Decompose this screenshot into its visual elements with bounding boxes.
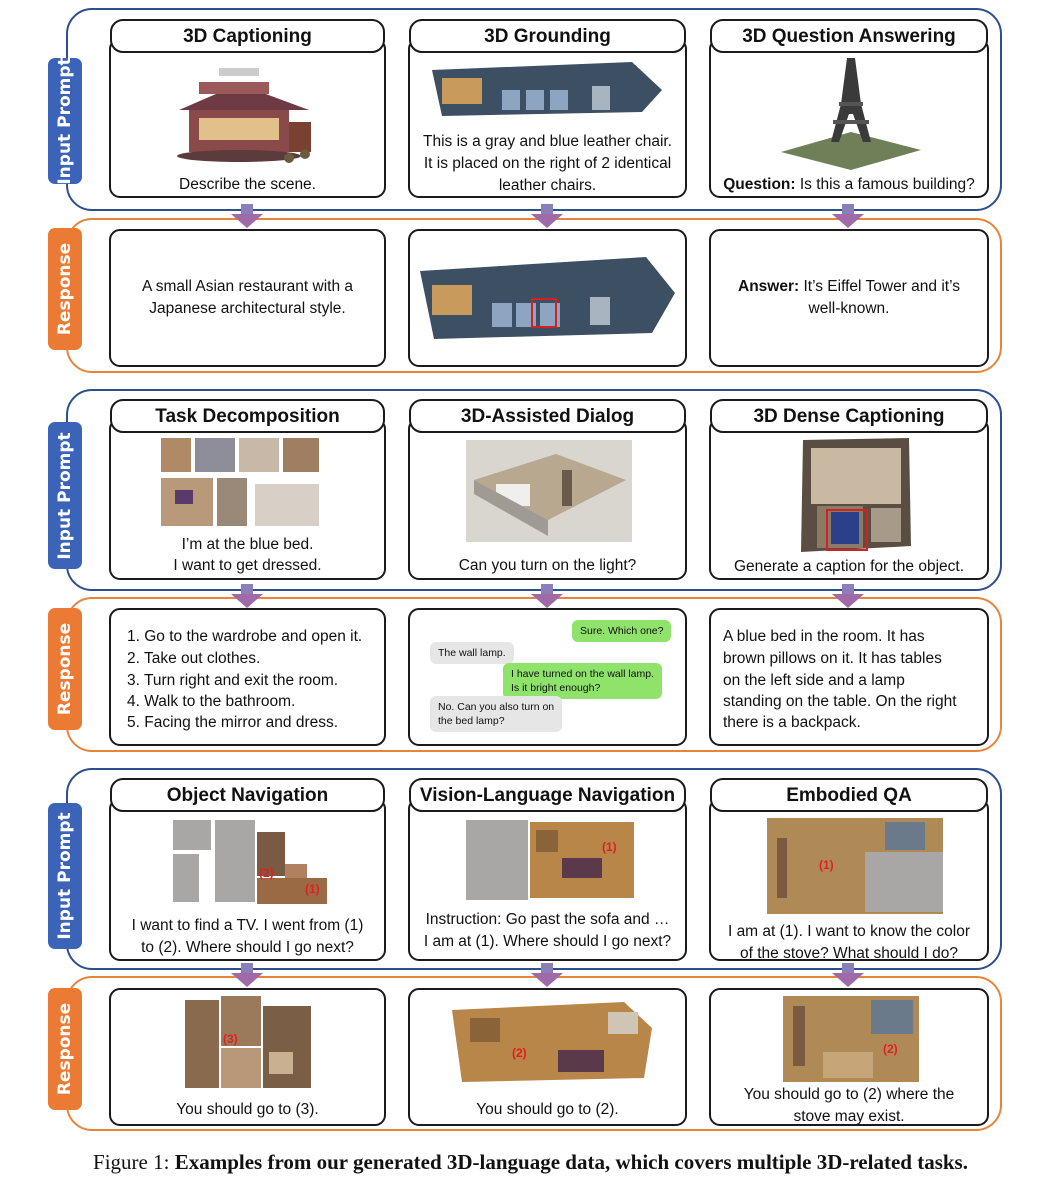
captioning-response: A small Asian restaurant with a Japanese architectural style. xyxy=(141,278,354,317)
task-response-card xyxy=(109,608,386,746)
chat-bubble-agent xyxy=(503,663,662,699)
dense-response-line2: brown pillows on it. It has tables xyxy=(723,650,942,667)
task-step: 2. Take out clothes. xyxy=(127,650,261,667)
input-prompt-label: Input Prompt xyxy=(55,57,75,185)
captioning-title: 3D Captioning xyxy=(110,19,385,53)
task-step: 1. Go to the wardrobe and open it. xyxy=(127,628,363,645)
figure-caption xyxy=(0,1150,1061,1175)
input-prompt-label: Input Prompt xyxy=(55,431,75,560)
captioning-prompt: Describe the scene. xyxy=(179,176,316,193)
eqa-prompt-line1: I am at (1). I want to know the color xyxy=(727,923,971,940)
task-prompt-card xyxy=(109,418,386,580)
eqa-result-map-image xyxy=(783,996,919,1082)
chat-line: I have turned on the wall lamp. xyxy=(511,668,655,680)
chat-bubble-agent: Sure. Which one? xyxy=(572,620,671,642)
grounding-response-card xyxy=(408,229,687,367)
dialog-title: 3D-Assisted Dialog xyxy=(409,399,686,433)
apartment-render-image xyxy=(466,440,632,542)
vln-result-map-image xyxy=(448,998,654,1088)
objnav-title: Object Navigation xyxy=(110,778,385,812)
vln-prompt-card xyxy=(408,798,687,961)
qa-question xyxy=(711,174,987,196)
chat-line: No. Can you also turn on xyxy=(438,701,555,713)
input-prompt-tag xyxy=(48,58,82,184)
grounding-prompt-card xyxy=(408,38,687,198)
eiffel-tower-image xyxy=(781,54,921,170)
vln-prompt-line1: Instruction: Go past the sofa and … xyxy=(425,911,670,928)
room-scan-highlight-image xyxy=(420,253,675,343)
input-prompt-label: Input Prompt xyxy=(55,812,75,940)
marker-1: (1) xyxy=(602,840,617,854)
objnav-map-image xyxy=(173,820,329,906)
objnav-response: You should go to (3). xyxy=(176,1101,319,1118)
eqa-response-line2: stove may exist. xyxy=(793,1108,905,1125)
marker-3: (3) xyxy=(223,1032,238,1046)
eqa-prompt-line2: of the stove? What should I do? xyxy=(740,945,958,962)
objnav-result-map-image xyxy=(185,996,315,1092)
dialog-prompt: Can you turn on the light? xyxy=(458,557,637,574)
objnav-prompt-line2: to (2). Where should I go next? xyxy=(141,939,354,956)
dense-response-line1: A blue bed in the room. It has xyxy=(723,628,925,645)
bedroom-scan-image xyxy=(797,436,913,556)
answer-label: Answer: xyxy=(738,278,800,295)
dense-response-card xyxy=(709,608,989,746)
chat-line: Is it bright enough? xyxy=(511,682,601,694)
response-tag xyxy=(48,608,82,730)
task-step: 3. Turn right and exit the room. xyxy=(127,672,339,689)
objnav-prompt-card xyxy=(109,798,386,961)
objnav-prompt-line1: I want to find a TV. I went from (1) xyxy=(131,917,364,934)
grounding-prompt-line2: It is placed on the right of 2 identical xyxy=(423,155,672,172)
question-label: Question: xyxy=(723,176,796,193)
chat-bubble-user: The wall lamp. xyxy=(430,642,514,664)
vln-response-card xyxy=(408,988,687,1126)
response-label: Response xyxy=(55,1002,75,1096)
marker-2: (2) xyxy=(512,1046,527,1060)
dialog-response-card xyxy=(408,608,687,746)
vln-map-image xyxy=(466,820,636,902)
caption-prefix: Figure 1: xyxy=(93,1150,175,1174)
floorplan-image xyxy=(161,438,327,528)
objnav-response-card xyxy=(109,988,386,1126)
eqa-title: Embodied QA xyxy=(710,778,988,812)
task-step: 5. Facing the mirror and dress. xyxy=(127,714,339,731)
marker-1: (1) xyxy=(819,858,834,872)
response-label: Response xyxy=(55,622,75,716)
captioning-response-card xyxy=(109,229,386,367)
grounding-title: 3D Grounding xyxy=(409,19,686,53)
eqa-response-card xyxy=(709,988,989,1126)
grounding-prompt-line3: leather chairs. xyxy=(498,177,597,194)
caption-text: Examples from our generated 3D-language data, which covers multiple 3D-related tasks. xyxy=(174,1150,968,1174)
qa-response-card xyxy=(709,229,989,367)
eqa-map-image xyxy=(767,818,945,916)
vln-prompt-line2: I am at (1). Where should I go next? xyxy=(423,933,672,950)
dense-prompt: Generate a caption for the object. xyxy=(733,558,965,575)
vln-response: You should go to (2). xyxy=(476,1101,619,1118)
dialog-prompt-card xyxy=(408,418,687,580)
dense-response-line3: on the left side and a lamp xyxy=(723,672,905,689)
restaurant-image xyxy=(169,62,329,172)
qa-prompt-card xyxy=(709,38,989,198)
dense-title: 3D Dense Captioning xyxy=(710,399,988,433)
qa-answer xyxy=(725,276,973,320)
response-label: Response xyxy=(55,242,75,336)
response-tag xyxy=(48,988,82,1110)
question-text: Is this a famous building? xyxy=(795,176,975,193)
input-prompt-tag xyxy=(48,803,82,949)
task-step: 4. Walk to the bathroom. xyxy=(127,693,296,710)
grounding-prompt-line1: This is a gray and blue leather chair. xyxy=(423,133,672,150)
eqa-response-line1: You should go to (2) where the xyxy=(743,1086,955,1103)
captioning-prompt-card xyxy=(109,38,386,198)
room-scan-image xyxy=(432,60,662,118)
chat-bubble-user xyxy=(430,696,562,732)
task-prompt-line1: I’m at the blue bed. xyxy=(181,536,314,553)
eqa-prompt-card xyxy=(709,798,989,961)
marker-1: (1) xyxy=(305,882,320,896)
marker-2: (2) xyxy=(883,1042,898,1056)
dense-response-line5: there is a backpack. xyxy=(723,714,861,731)
input-prompt-tag xyxy=(48,422,82,569)
task-prompt-line2: I want to get dressed. xyxy=(173,557,322,574)
response-tag xyxy=(48,228,82,350)
marker-2: (2) xyxy=(259,866,274,880)
dense-prompt-card xyxy=(709,418,989,580)
chat-line: the bed lamp? xyxy=(438,715,505,727)
answer-text: It’s Eiffel Tower and it’s well-known. xyxy=(799,278,960,317)
qa-title: 3D Question Answering xyxy=(710,19,988,53)
vln-title: Vision-Language Navigation xyxy=(409,778,686,812)
dense-response-line4: standing on the table. On the right xyxy=(723,693,957,710)
task-title: Task Decomposition xyxy=(110,399,385,433)
